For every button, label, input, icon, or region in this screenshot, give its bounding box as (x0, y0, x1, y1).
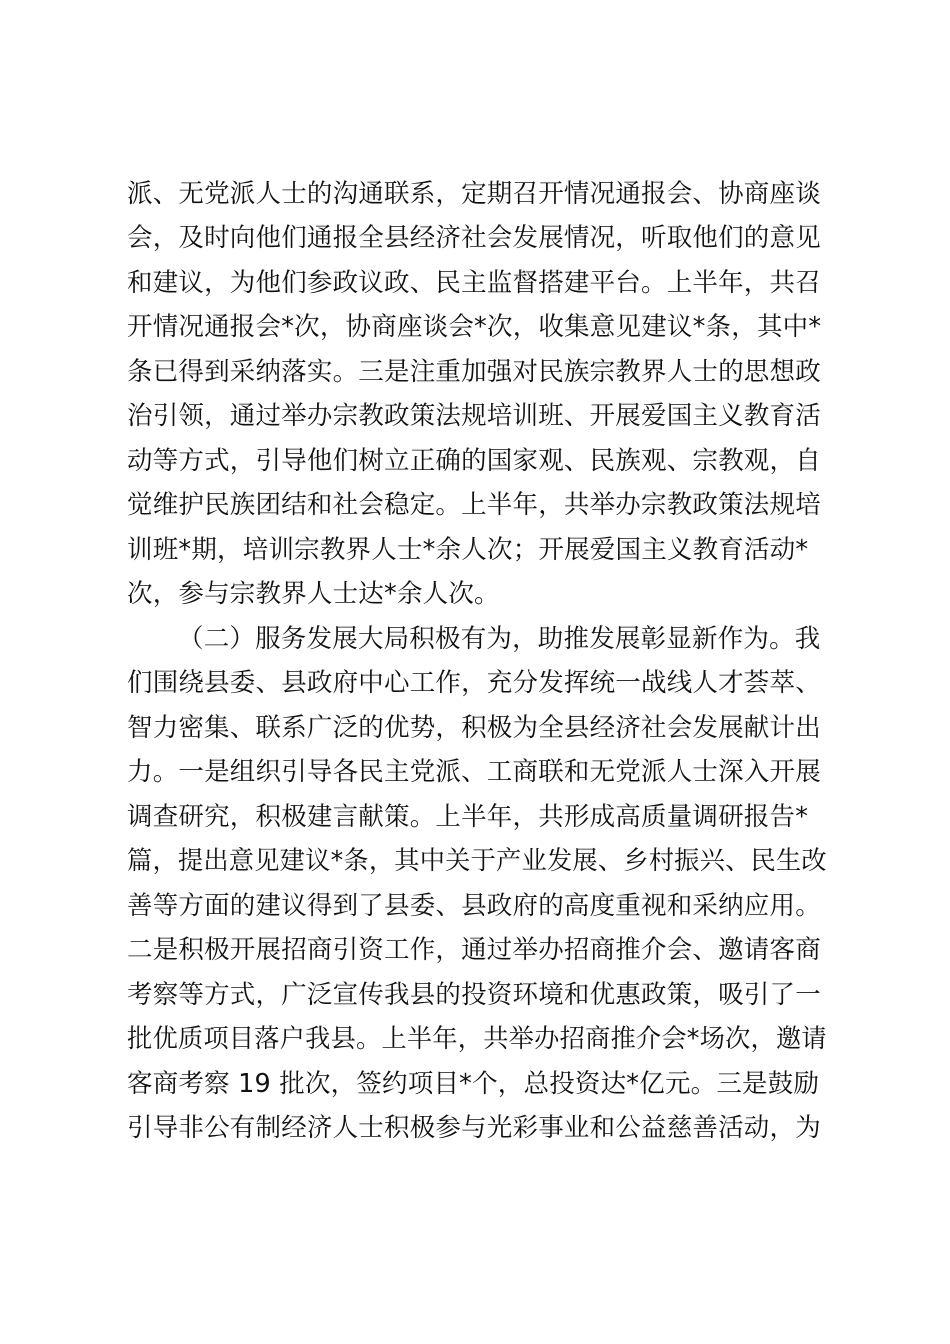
text-line: 派、无党派人士的沟通联系，定期召开情况通报会、协商座谈 (127, 179, 821, 209)
text-line: 次，参与宗教界人士达*余人次。 (127, 579, 500, 609)
text-line: 觉维护民族团结和社会稳定。上半年，共举办宗教政策法规培 (127, 490, 821, 520)
text-line: 客商考察 19 批次，签约项目*个，总投资达*亿元。三是鼓励 (127, 1069, 820, 1099)
text-line: 条已得到采纳落实。三是注重加强对民族宗教界人士的思想政 (127, 357, 821, 387)
text-line: 和建议，为他们参政议政、民主监督搭建平台。上半年，共召 (127, 268, 821, 298)
text-line: 二是积极开展招商引资工作，通过举办招商推介会、邀请客商 (127, 935, 821, 965)
text-line: 调查研究，积极建言献策。上半年，共形成高质量调研报告* (127, 802, 809, 832)
text-line: 训班*期，培训宗教界人士*余人次；开展爱国主义教育活动* (127, 535, 809, 565)
text-line: 篇，提出意见建议*条，其中关于产业发展、乡村振兴、民生改 (127, 846, 827, 876)
text-line: 们围绕县委、县政府中心工作，充分发挥统一战线人才荟萃、 (127, 668, 821, 698)
section-heading-line: （二）服务发展大局积极有为，助推发展彰显新作为。我 (178, 624, 821, 654)
text-line: 动等方式，引导他们树立正确的国家观、民族观、宗教观，自 (127, 446, 821, 476)
text-line: 考察等方式，广泛宣传我县的投资环境和优惠政策，吸引了一 (127, 980, 821, 1010)
text-line: 引导非公有制经济人士积极参与光彩事业和公益慈善活动，为 (127, 1113, 821, 1143)
text-line: 开情况通报会*次，协商座谈会*次，收集意见建议*条，其中* (127, 312, 822, 342)
text-line: 会，及时向他们通报全县经济社会发展情况，听取他们的意见 (127, 223, 821, 253)
text-line: 力。一是组织引导各民主党派、工商联和无党派人士深入开展 (127, 757, 821, 787)
text-line: 批优质项目落户我县。上半年，共举办招商推介会*场次，邀请 (127, 1024, 827, 1054)
text-line: 智力密集、联系广泛的优势，积极为全县经济社会发展献计出 (127, 713, 821, 743)
text-line: 治引领，通过举办宗教政策法规培训班、开展爱国主义教育活 (127, 401, 821, 431)
text-line: 善等方面的建议得到了县委、县政府的高度重视和采纳应用。 (127, 891, 821, 921)
